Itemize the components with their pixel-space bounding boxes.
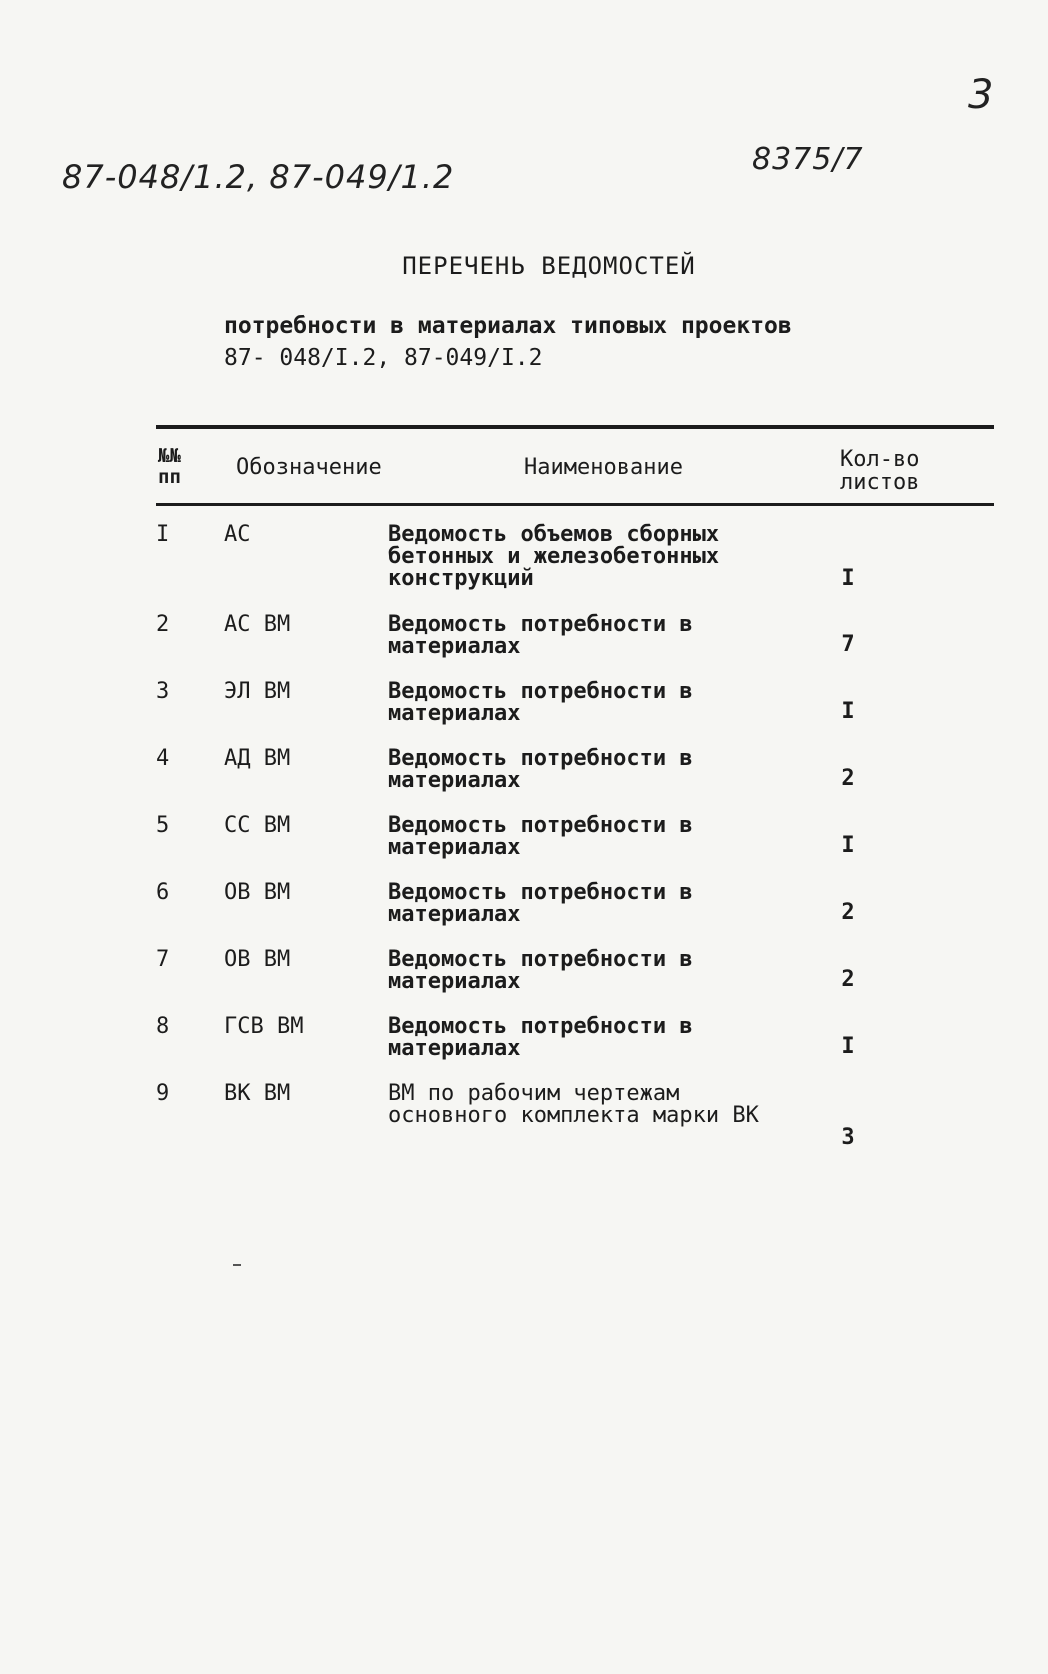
row-count: I <box>841 833 855 858</box>
row-name: Ведомость потребности в материалах <box>388 880 693 927</box>
row-code: ОВ ВМ <box>224 947 291 972</box>
row-count: I <box>841 1034 855 1059</box>
row-code: ЭЛ ВМ <box>224 679 291 704</box>
page-title: ПЕРЕЧЕНЬ ВЕДОМОСТЕЙ <box>402 252 696 280</box>
row-code: АД ВМ <box>224 746 291 771</box>
row-name: Ведомость потребности в материалах <box>388 947 693 994</box>
table-top-rule <box>156 425 994 429</box>
row-num: 9 <box>156 1081 170 1106</box>
row-count: 3 <box>841 1125 855 1150</box>
table-row <box>0 677 1048 744</box>
page-number: 3 <box>968 72 995 118</box>
header-name: Наименование <box>524 455 683 480</box>
row-num: 7 <box>156 947 170 972</box>
row-num: 2 <box>156 612 170 637</box>
table-row <box>0 610 1048 677</box>
row-name: Ведомость объемов сборных бетонных и железобетонных конструкций <box>388 522 720 591</box>
row-num: I <box>156 522 170 547</box>
document-codes: 87-048/1.2, 87-049/1.2 <box>62 158 455 196</box>
row-code: СС ВМ <box>224 813 291 838</box>
row-code: АС <box>224 522 251 547</box>
archive-number: 8375/7 <box>752 142 864 177</box>
row-name: Ведомость потребности в материалах <box>388 813 693 860</box>
subtitle-projects: 87- 048/I.2, 87-049/I.2 <box>224 345 543 371</box>
header-count-label: Кол-во листов <box>840 447 920 495</box>
header-code: Обозначение <box>236 455 382 480</box>
table-row <box>0 1012 1048 1079</box>
table-row <box>0 945 1048 1012</box>
table-row <box>0 811 1048 878</box>
table-header-rule <box>156 503 994 506</box>
row-name: ВМ по рабочим чертежам основного комплекта марки ВК <box>388 1081 759 1128</box>
page-subtitle: потребности в материалах типовых проектов <box>224 313 792 339</box>
row-code: АС ВМ <box>224 612 291 637</box>
header-num-label: №№ пп <box>158 445 181 488</box>
row-num: 8 <box>156 1014 170 1039</box>
table-body <box>0 520 1048 1169</box>
row-num: 3 <box>156 679 170 704</box>
row-count: 7 <box>841 632 855 657</box>
table-row <box>0 1079 1048 1169</box>
table-row <box>0 520 1048 610</box>
row-num: 5 <box>156 813 170 838</box>
row-num: 4 <box>156 746 170 771</box>
row-name: Ведомость потребности в материалах <box>388 746 693 793</box>
header-count <box>840 448 940 494</box>
table-row <box>0 744 1048 811</box>
table-row <box>0 878 1048 945</box>
row-num: 6 <box>156 880 170 905</box>
row-code: ГСВ ВМ <box>224 1014 304 1039</box>
row-code: ВК ВМ <box>224 1081 291 1106</box>
stray-dash-mark <box>233 1264 241 1266</box>
row-name: Ведомость потребности в материалах <box>388 679 693 726</box>
header-num <box>158 446 192 488</box>
row-count: 2 <box>841 900 855 925</box>
row-count: I <box>841 699 855 724</box>
row-count: I <box>841 566 855 591</box>
row-name: Ведомость потребности в материалах <box>388 1014 693 1061</box>
row-code: ОВ ВМ <box>224 880 291 905</box>
row-name: Ведомость потребности в материалах <box>388 612 693 659</box>
row-count: 2 <box>841 766 855 791</box>
row-count: 2 <box>841 967 855 992</box>
